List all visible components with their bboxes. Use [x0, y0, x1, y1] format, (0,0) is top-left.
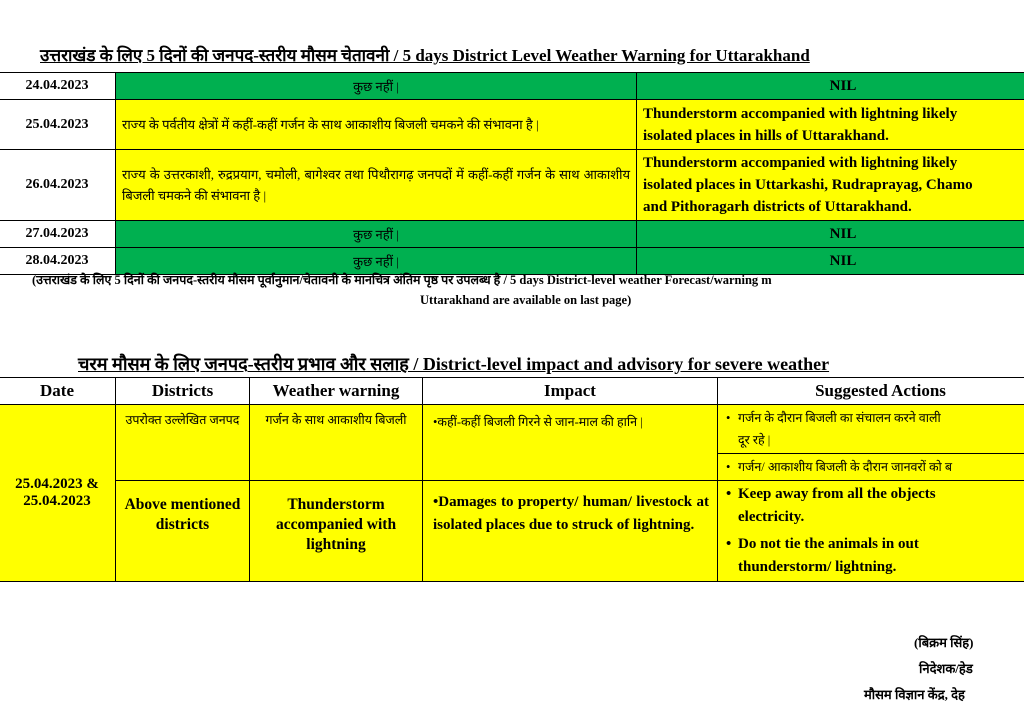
section2-title: चरम मौसम के लिए जनपद-स्तरीय प्रभाव और सलाह / District-level impact and advisory for severe weather [78, 354, 830, 374]
action-item [718, 481, 1024, 531]
bullet-icon: • [726, 536, 732, 552]
table-row [0, 100, 1024, 150]
row-english-warning [637, 150, 1024, 221]
table-header-row [0, 378, 1024, 405]
impact-advisory-table [0, 377, 1024, 582]
district-warning-table [0, 72, 1024, 275]
signatory-name: (बिक्रम सिंह) [914, 635, 974, 650]
english-line: Thunderstorm accompanied with lightning likely [643, 155, 958, 171]
section1-title: उत्तराखंड के लिए 5 दिनों की जनपद-स्तरीय मौसम चेतावनी / 5 days District Level Weather Warning for Uttarakhand [40, 46, 810, 65]
impact-english-text: •Damages to property/ human/ livestock at isolated places due to struck of lightning. [433, 494, 709, 533]
english-line: isolated places in Uttarkashi, Rudraprayag, Chamo [643, 177, 973, 193]
impact-hindi [423, 405, 718, 481]
row-date: 26.04.2023 [0, 150, 116, 221]
table-row [0, 481, 1024, 582]
header-suggested-actions: Suggested Actions [718, 378, 1024, 405]
warning-hindi-text: गर्जन के साथ आकाशीय बिजली [265, 413, 407, 427]
advisory-date [0, 405, 116, 582]
action-text: गर्जन के दौरान बिजली का संचालन करने वाली [738, 411, 941, 425]
action-item [718, 405, 1024, 453]
row-date: 28.04.2023 [0, 248, 116, 275]
action-text: thunderstorm/ lightning. [738, 559, 897, 575]
map-availability-note [0, 270, 1024, 310]
action-item [718, 454, 1024, 480]
row-hindi-warning: कुछ नहीं | [116, 221, 637, 248]
row-hindi-warning: कुछ नहीं | [116, 248, 637, 275]
action-text: गर्जन/ आकाशीय बिजली के दौरान जानवरों को ब [738, 460, 953, 474]
warning-hindi [250, 405, 423, 481]
action-text: दूर रहे | [738, 433, 771, 447]
districts-hindi [116, 405, 250, 481]
action-text: Keep away from all the objects [738, 486, 936, 502]
warning-english [250, 481, 423, 582]
districts-english-text: Above mentioned districts [124, 496, 241, 533]
english-line: and Pithoragarh districts of Uttarakhand. [643, 199, 912, 215]
actions-hindi [718, 405, 1024, 481]
row-english-warning: NIL [637, 221, 1024, 248]
action-text: Do not tie the animals in out [738, 536, 919, 552]
bullet-icon: • [726, 486, 732, 502]
header-districts: Districts [116, 378, 250, 405]
action-text: electricity. [738, 509, 805, 525]
header-date: Date [0, 378, 116, 405]
table-row [0, 221, 1024, 248]
signature-block [864, 630, 1024, 708]
row-date: 27.04.2023 [0, 221, 116, 248]
impact-english [423, 481, 718, 582]
row-english-warning: NIL [637, 73, 1024, 100]
row-english-warning: NIL [637, 248, 1024, 275]
districts-english [116, 481, 250, 582]
row-date: 24.04.2023 [0, 73, 116, 100]
table-row [0, 405, 1024, 481]
bullet-icon: • [726, 411, 731, 425]
note-line: Uttarakhand are available on last page) [420, 293, 632, 307]
row-hindi-warning: राज्य के पर्वतीय क्षेत्रों में कहीं-कहीं गर्जन के साथ आकाशीय बिजली चमकने की संभावना है | [116, 100, 637, 150]
signatory-office: मौसम विज्ञान केंद्र, देह [864, 687, 965, 702]
date-line: 25.04.2023 [23, 493, 91, 509]
row-date: 25.04.2023 [0, 100, 116, 150]
table-row [0, 150, 1024, 221]
date-line: 25.04.2023 & [15, 476, 99, 492]
row-english-warning [637, 100, 1024, 150]
header-impact: Impact [423, 378, 718, 405]
row-hindi-warning: कुछ नहीं | [116, 73, 637, 100]
actions-english [718, 481, 1024, 582]
english-line: Thunderstorm accompanied with lightning likely [643, 105, 958, 122]
table-row [0, 73, 1024, 100]
note-line: (उत्तराखंड के लिए 5 दिनों की जनपद-स्तरीय मौसम पूर्वानुमान/चेतावनी के मानचित्र अंतिम पृष्ठ पर उपलब्ध है / 5 days District-level weather Forecast/warning m [32, 273, 772, 287]
impact-hindi-text: •कहीं-कहीं बिजली गिरने से जान-माल की हानि | [433, 415, 643, 429]
action-item [718, 531, 1024, 581]
bullet-icon: • [726, 460, 731, 474]
signatory-designation: निदेशक/हेड [919, 661, 973, 676]
districts-hindi-text: उपरोक्त उल्लेखित जनपद [125, 413, 240, 427]
warning-english-text: Thunderstorm accompanied with lightning [275, 496, 397, 553]
row-hindi-warning: राज्य के उत्तरकाशी, रुद्रप्रयाग, चमोली, बागेश्वर तथा पिथौरागढ़ जनपदों में कहीं-कहीं गर्जन के साथ आकाशीय बिजली चमकने की संभावना है | [116, 150, 637, 221]
header-weather-warning: Weather warning [250, 378, 423, 405]
english-line: isolated places in hills of Uttarakhand. [643, 127, 889, 144]
